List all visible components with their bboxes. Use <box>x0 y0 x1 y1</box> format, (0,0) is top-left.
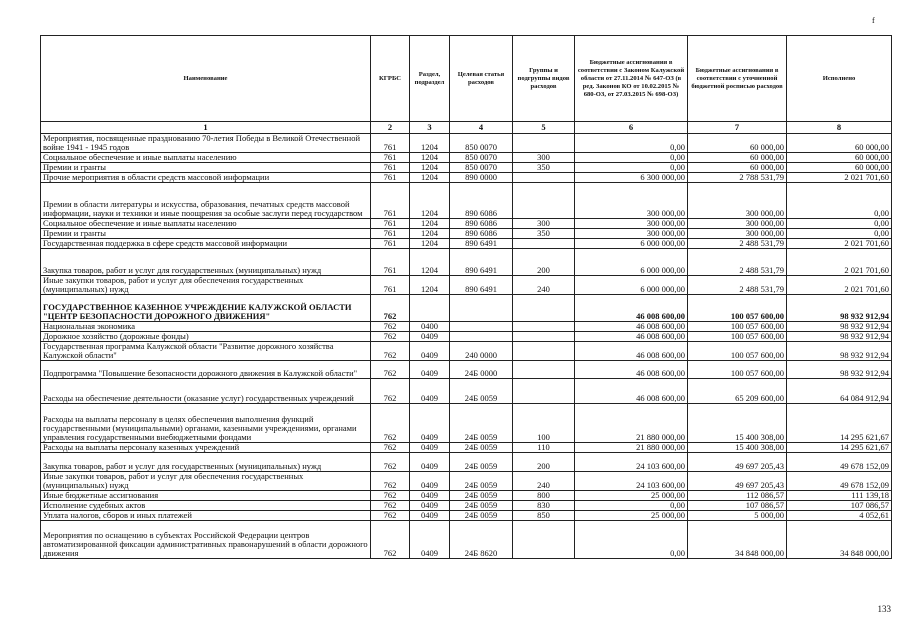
row-razdel-cell: 1204 <box>410 153 450 163</box>
row-utochn-cell: 15 400 308,00 <box>688 443 787 453</box>
row-vid-cell: 240 <box>513 276 575 295</box>
row-razdel-cell: 0409 <box>410 521 450 559</box>
row-vid-cell <box>513 521 575 559</box>
col-header-name: Наименование <box>41 36 371 122</box>
row-utochn-cell: 100 057 600,00 <box>688 322 787 332</box>
table-row <box>41 219 892 229</box>
row-cel-cell <box>450 295 513 322</box>
row-razdel-cell: 1204 <box>410 219 450 229</box>
table-row <box>41 249 892 276</box>
row-name-cell: Социальное обеспечение и иные выплаты населению <box>41 153 371 163</box>
row-razdel-cell <box>410 295 450 322</box>
row-zakon-cell: 6 000 000,00 <box>575 239 688 249</box>
row-ispoln-cell: 111 139,18 <box>787 491 892 501</box>
row-cel-cell: 24Б 0059 <box>450 404 513 443</box>
col-header-utochn: Бюджетные ассигнования в соответствии с уточненной бюджетной росписью расходов <box>688 36 787 122</box>
row-cel-cell: 24Б 0059 <box>450 501 513 511</box>
row-razdel-cell: 0409 <box>410 443 450 453</box>
col-number: 7 <box>688 122 787 134</box>
row-razdel-cell: 0409 <box>410 379 450 404</box>
row-kgrbs-cell: 761 <box>371 134 410 153</box>
row-cel-cell <box>450 332 513 342</box>
row-razdel-cell: 0409 <box>410 491 450 501</box>
row-name-cell: Иные закупки товаров, работ и услуг для обеспечения государственных (муниципальных) нужд <box>41 472 371 491</box>
row-name-cell: Премии и гранты <box>41 229 371 239</box>
row-zakon-cell: 46 008 600,00 <box>575 332 688 342</box>
table-row <box>41 491 892 501</box>
corner-mark: f <box>872 16 875 25</box>
row-vid-cell: 200 <box>513 249 575 276</box>
row-ispoln-cell: 2 021 701,60 <box>787 276 892 295</box>
col-header-gruppy: Группы и подгруппы видов расходов <box>513 36 575 122</box>
row-kgrbs-cell: 762 <box>371 332 410 342</box>
table-row <box>41 521 892 559</box>
row-razdel-cell: 0409 <box>410 511 450 521</box>
row-cel-cell: 24Б 0059 <box>450 443 513 453</box>
table-row <box>41 332 892 342</box>
row-zakon-cell: 21 880 000,00 <box>575 404 688 443</box>
row-razdel-cell: 0409 <box>410 404 450 443</box>
row-zakon-cell: 0,00 <box>575 153 688 163</box>
row-zakon-cell: 300 000,00 <box>575 219 688 229</box>
row-cel-cell: 890 6491 <box>450 239 513 249</box>
row-utochn-cell: 100 057 600,00 <box>688 361 787 379</box>
row-razdel-cell: 0409 <box>410 332 450 342</box>
row-utochn-cell: 49 697 205,43 <box>688 472 787 491</box>
row-zakon-cell: 6 300 000,00 <box>575 173 688 183</box>
row-zakon-cell: 0,00 <box>575 501 688 511</box>
row-utochn-cell: 34 848 000,00 <box>688 521 787 559</box>
row-name-cell: Закупка товаров, работ и услуг для государственных (муниципальных) нужд <box>41 249 371 276</box>
row-utochn-cell: 100 057 600,00 <box>688 342 787 361</box>
row-zakon-cell: 0,00 <box>575 163 688 173</box>
row-kgrbs-cell: 762 <box>371 295 410 322</box>
row-kgrbs-cell: 762 <box>371 511 410 521</box>
row-cel-cell: 24Б 0059 <box>450 491 513 501</box>
row-cel-cell: 890 6086 <box>450 229 513 239</box>
col-header-cel: Целевая статья расходов <box>450 36 513 122</box>
row-utochn-cell: 112 086,57 <box>688 491 787 501</box>
row-zakon-cell: 46 008 600,00 <box>575 342 688 361</box>
row-razdel-cell: 1204 <box>410 134 450 153</box>
col-number: 5 <box>513 122 575 134</box>
row-cel-cell: 890 6086 <box>450 183 513 219</box>
table-row <box>41 342 892 361</box>
row-zakon-cell: 300 000,00 <box>575 183 688 219</box>
row-ispoln-cell: 0,00 <box>787 219 892 229</box>
row-kgrbs-cell: 761 <box>371 276 410 295</box>
row-vid-cell: 240 <box>513 472 575 491</box>
row-kgrbs-cell: 762 <box>371 342 410 361</box>
row-ispoln-cell: 34 848 000,00 <box>787 521 892 559</box>
row-utochn-cell: 15 400 308,00 <box>688 404 787 443</box>
row-razdel-cell: 1204 <box>410 239 450 249</box>
row-razdel-cell: 0409 <box>410 472 450 491</box>
row-kgrbs-cell: 762 <box>371 501 410 511</box>
table-row <box>41 322 892 332</box>
row-razdel-cell: 1204 <box>410 276 450 295</box>
row-name-cell: Мероприятия, посвященные празднованию 70-летия Победы в Великой Отечественной войне 1941 - 1945 годов <box>41 134 371 153</box>
table-row <box>41 501 892 511</box>
row-ispoln-cell: 14 295 621,67 <box>787 404 892 443</box>
row-utochn-cell: 49 697 205,43 <box>688 453 787 472</box>
col-header-ispoln: Исполнено <box>787 36 892 122</box>
row-zakon-cell: 6 000 000,00 <box>575 276 688 295</box>
row-vid-cell: 300 <box>513 219 575 229</box>
row-utochn-cell: 2 488 531,79 <box>688 276 787 295</box>
row-name-cell: Государственная программа Калужской области "Развитие дорожного хозяйства Калужской области" <box>41 342 371 361</box>
row-utochn-cell: 2 488 531,79 <box>688 239 787 249</box>
col-number: 3 <box>410 122 450 134</box>
row-zakon-cell: 25 000,00 <box>575 511 688 521</box>
row-vid-cell: 350 <box>513 163 575 173</box>
row-name-cell: Национальная экономика <box>41 322 371 332</box>
row-vid-cell: 800 <box>513 491 575 501</box>
row-ispoln-cell: 49 678 152,09 <box>787 472 892 491</box>
row-name-cell: Подпрограмма "Повышение безопасности дорожного движения в Калужской области" <box>41 361 371 379</box>
row-ispoln-cell: 0,00 <box>787 229 892 239</box>
row-name-cell: Закупка товаров, работ и услуг для государственных (муниципальных) нужд <box>41 453 371 472</box>
row-vid-cell <box>513 361 575 379</box>
row-ispoln-cell: 60 000,00 <box>787 134 892 153</box>
row-cel-cell: 850 0070 <box>450 134 513 153</box>
row-cel-cell: 240 0000 <box>450 342 513 361</box>
row-name-cell: Дорожное хозяйство (дорожные фонды) <box>41 332 371 342</box>
row-kgrbs-cell: 762 <box>371 472 410 491</box>
row-vid-cell <box>513 322 575 332</box>
table-row <box>41 379 892 404</box>
table-row <box>41 361 892 379</box>
row-razdel-cell: 1204 <box>410 229 450 239</box>
table-body <box>41 134 892 559</box>
row-razdel-cell: 0409 <box>410 453 450 472</box>
row-razdel-cell: 1204 <box>410 249 450 276</box>
row-ispoln-cell: 49 678 152,09 <box>787 453 892 472</box>
col-number: 8 <box>787 122 892 134</box>
row-name-cell: Расходы на выплаты персоналу в целях обеспечения выполнения функций государственными (муниципальными) органами, казенными учреждениями, органами управления государственными внебюджетными фондами <box>41 404 371 443</box>
row-vid-cell <box>513 379 575 404</box>
table-row <box>41 229 892 239</box>
row-ispoln-cell: 2 021 701,60 <box>787 239 892 249</box>
row-vid-cell: 100 <box>513 404 575 443</box>
row-ispoln-cell: 4 052,61 <box>787 511 892 521</box>
table-row <box>41 404 892 443</box>
row-vid-cell <box>513 183 575 219</box>
table-row <box>41 443 892 453</box>
col-header-razdel: Раздел, подраздел <box>410 36 450 122</box>
row-utochn-cell: 2 488 531,79 <box>688 249 787 276</box>
row-utochn-cell: 65 209 600,00 <box>688 379 787 404</box>
row-zakon-cell: 46 008 600,00 <box>575 379 688 404</box>
row-utochn-cell: 300 000,00 <box>688 219 787 229</box>
row-zakon-cell: 0,00 <box>575 521 688 559</box>
row-zakon-cell: 6 000 000,00 <box>575 249 688 276</box>
row-cel-cell: 24Б 0000 <box>450 361 513 379</box>
row-ispoln-cell: 98 932 912,94 <box>787 342 892 361</box>
row-cel-cell: 24Б 0059 <box>450 511 513 521</box>
row-vid-cell <box>513 295 575 322</box>
row-ispoln-cell: 0,00 <box>787 183 892 219</box>
row-vid-cell: 350 <box>513 229 575 239</box>
row-razdel-cell: 1204 <box>410 173 450 183</box>
table-row <box>41 295 892 322</box>
table-row <box>41 472 892 491</box>
row-name-cell: Мероприятия по оснащению в субъектах Российской Федерации центров автоматизированной фиксации административных правонарушений в области дорожного движения <box>41 521 371 559</box>
row-kgrbs-cell: 762 <box>371 322 410 332</box>
row-utochn-cell: 60 000,00 <box>688 153 787 163</box>
col-number: 4 <box>450 122 513 134</box>
row-ispoln-cell: 2 021 701,60 <box>787 173 892 183</box>
row-cel-cell: 850 0070 <box>450 153 513 163</box>
row-kgrbs-cell: 761 <box>371 183 410 219</box>
row-vid-cell <box>513 134 575 153</box>
row-kgrbs-cell: 762 <box>371 521 410 559</box>
row-zakon-cell: 24 103 600,00 <box>575 453 688 472</box>
row-cel-cell: 24Б 0059 <box>450 453 513 472</box>
row-kgrbs-cell: 762 <box>371 453 410 472</box>
row-kgrbs-cell: 761 <box>371 229 410 239</box>
row-cel-cell: 24Б 0059 <box>450 472 513 491</box>
row-kgrbs-cell: 762 <box>371 443 410 453</box>
col-number: 2 <box>371 122 410 134</box>
row-utochn-cell: 60 000,00 <box>688 134 787 153</box>
row-name-cell: Премии в области литературы и искусства, образования, печатных средств массовой информации, науки и техники и иные поощрения за особые заслуги перед государством <box>41 183 371 219</box>
col-number: 1 <box>41 122 371 134</box>
row-cel-cell: 24Б 0059 <box>450 379 513 404</box>
row-zakon-cell: 24 103 600,00 <box>575 472 688 491</box>
row-razdel-cell: 1204 <box>410 163 450 173</box>
row-ispoln-cell: 98 932 912,94 <box>787 295 892 322</box>
row-cel-cell: 890 0000 <box>450 173 513 183</box>
row-kgrbs-cell: 762 <box>371 404 410 443</box>
row-razdel-cell: 0409 <box>410 361 450 379</box>
page-number: 133 <box>877 604 891 614</box>
row-ispoln-cell: 98 932 912,94 <box>787 361 892 379</box>
table-row <box>41 183 892 219</box>
row-cel-cell: 890 6491 <box>450 249 513 276</box>
row-name-cell: Расходы на обеспечение деятельности (оказание услуг) государственных учреждений <box>41 379 371 404</box>
row-kgrbs-cell: 761 <box>371 219 410 229</box>
table-row <box>41 511 892 521</box>
row-utochn-cell: 300 000,00 <box>688 183 787 219</box>
row-ispoln-cell: 107 086,57 <box>787 501 892 511</box>
row-razdel-cell: 0409 <box>410 342 450 361</box>
row-vid-cell: 830 <box>513 501 575 511</box>
row-ispoln-cell: 98 932 912,94 <box>787 322 892 332</box>
row-name-cell: Исполнение судебных актов <box>41 501 371 511</box>
row-kgrbs-cell: 761 <box>371 239 410 249</box>
row-vid-cell: 110 <box>513 443 575 453</box>
row-utochn-cell: 100 057 600,00 <box>688 332 787 342</box>
row-kgrbs-cell: 762 <box>371 379 410 404</box>
row-name-cell: Премии и гранты <box>41 163 371 173</box>
row-kgrbs-cell: 761 <box>371 249 410 276</box>
row-razdel-cell: 1204 <box>410 183 450 219</box>
row-vid-cell: 300 <box>513 153 575 163</box>
row-vid-cell: 850 <box>513 511 575 521</box>
row-utochn-cell: 60 000,00 <box>688 163 787 173</box>
row-kgrbs-cell: 761 <box>371 163 410 173</box>
row-zakon-cell: 25 000,00 <box>575 491 688 501</box>
row-name-cell: ГОСУДАРСТВЕННОЕ КАЗЕННОЕ УЧРЕЖДЕНИЕ КАЛУЖСКОЙ ОБЛАСТИ "ЦЕНТР БЕЗОПАСНОСТИ ДОРОЖНОГО ДВИЖЕНИЯ" <box>41 295 371 322</box>
row-zakon-cell: 300 000,00 <box>575 229 688 239</box>
row-utochn-cell: 100 057 600,00 <box>688 295 787 322</box>
row-ispoln-cell: 60 000,00 <box>787 163 892 173</box>
row-cel-cell: 890 6086 <box>450 219 513 229</box>
col-header-kgrbs: КГРБС <box>371 36 410 122</box>
row-name-cell: Государственная поддержка в сфере средств массовой информации <box>41 239 371 249</box>
row-cel-cell <box>450 322 513 332</box>
row-cel-cell: 890 6491 <box>450 276 513 295</box>
row-vid-cell <box>513 173 575 183</box>
row-name-cell: Прочие мероприятия в области средств массовой информации <box>41 173 371 183</box>
col-header-zakon: Бюджетные ассигнования в соответствии с Законом Калужской области от 27.11.2014 № 647-ОЗ (в ред. Законов КО от 10.02.2015 № 680-ОЗ, от 27.03.2015 № 698-ОЗ) <box>575 36 688 122</box>
row-razdel-cell: 0400 <box>410 322 450 332</box>
row-ispoln-cell: 14 295 621,67 <box>787 443 892 453</box>
row-utochn-cell: 107 086,57 <box>688 501 787 511</box>
table-row <box>41 153 892 163</box>
row-zakon-cell: 46 008 600,00 <box>575 361 688 379</box>
row-ispoln-cell: 60 000,00 <box>787 153 892 163</box>
column-number-row <box>41 122 892 134</box>
row-utochn-cell: 5 000,00 <box>688 511 787 521</box>
row-zakon-cell: 46 008 600,00 <box>575 295 688 322</box>
row-name-cell: Уплата налогов, сборов и иных платежей <box>41 511 371 521</box>
table-row <box>41 453 892 472</box>
table-row <box>41 163 892 173</box>
row-ispoln-cell: 98 932 912,94 <box>787 332 892 342</box>
table-row <box>41 134 892 153</box>
row-kgrbs-cell: 762 <box>371 361 410 379</box>
header-row <box>41 36 892 122</box>
budget-table <box>40 35 892 559</box>
row-zakon-cell: 46 008 600,00 <box>575 322 688 332</box>
row-kgrbs-cell: 762 <box>371 491 410 501</box>
row-utochn-cell: 300 000,00 <box>688 229 787 239</box>
table-row <box>41 276 892 295</box>
row-name-cell: Расходы на выплаты персоналу казенных учреждений <box>41 443 371 453</box>
row-ispoln-cell: 64 084 912,94 <box>787 379 892 404</box>
row-name-cell: Иные закупки товаров, работ и услуг для обеспечения государственных (муниципальных) нужд <box>41 276 371 295</box>
row-zakon-cell: 0,00 <box>575 134 688 153</box>
row-cel-cell: 850 0070 <box>450 163 513 173</box>
row-zakon-cell: 21 880 000,00 <box>575 443 688 453</box>
row-vid-cell: 200 <box>513 453 575 472</box>
row-kgrbs-cell: 761 <box>371 153 410 163</box>
row-name-cell: Иные бюджетные ассигнования <box>41 491 371 501</box>
row-vid-cell <box>513 239 575 249</box>
row-name-cell: Социальное обеспечение и иные выплаты населению <box>41 219 371 229</box>
col-number: 6 <box>575 122 688 134</box>
row-vid-cell <box>513 342 575 361</box>
row-cel-cell: 24Б 8620 <box>450 521 513 559</box>
row-razdel-cell: 0409 <box>410 501 450 511</box>
row-ispoln-cell: 2 021 701,60 <box>787 249 892 276</box>
row-utochn-cell: 2 788 531,79 <box>688 173 787 183</box>
table-row <box>41 239 892 249</box>
row-kgrbs-cell: 761 <box>371 173 410 183</box>
row-vid-cell <box>513 332 575 342</box>
table-row <box>41 173 892 183</box>
